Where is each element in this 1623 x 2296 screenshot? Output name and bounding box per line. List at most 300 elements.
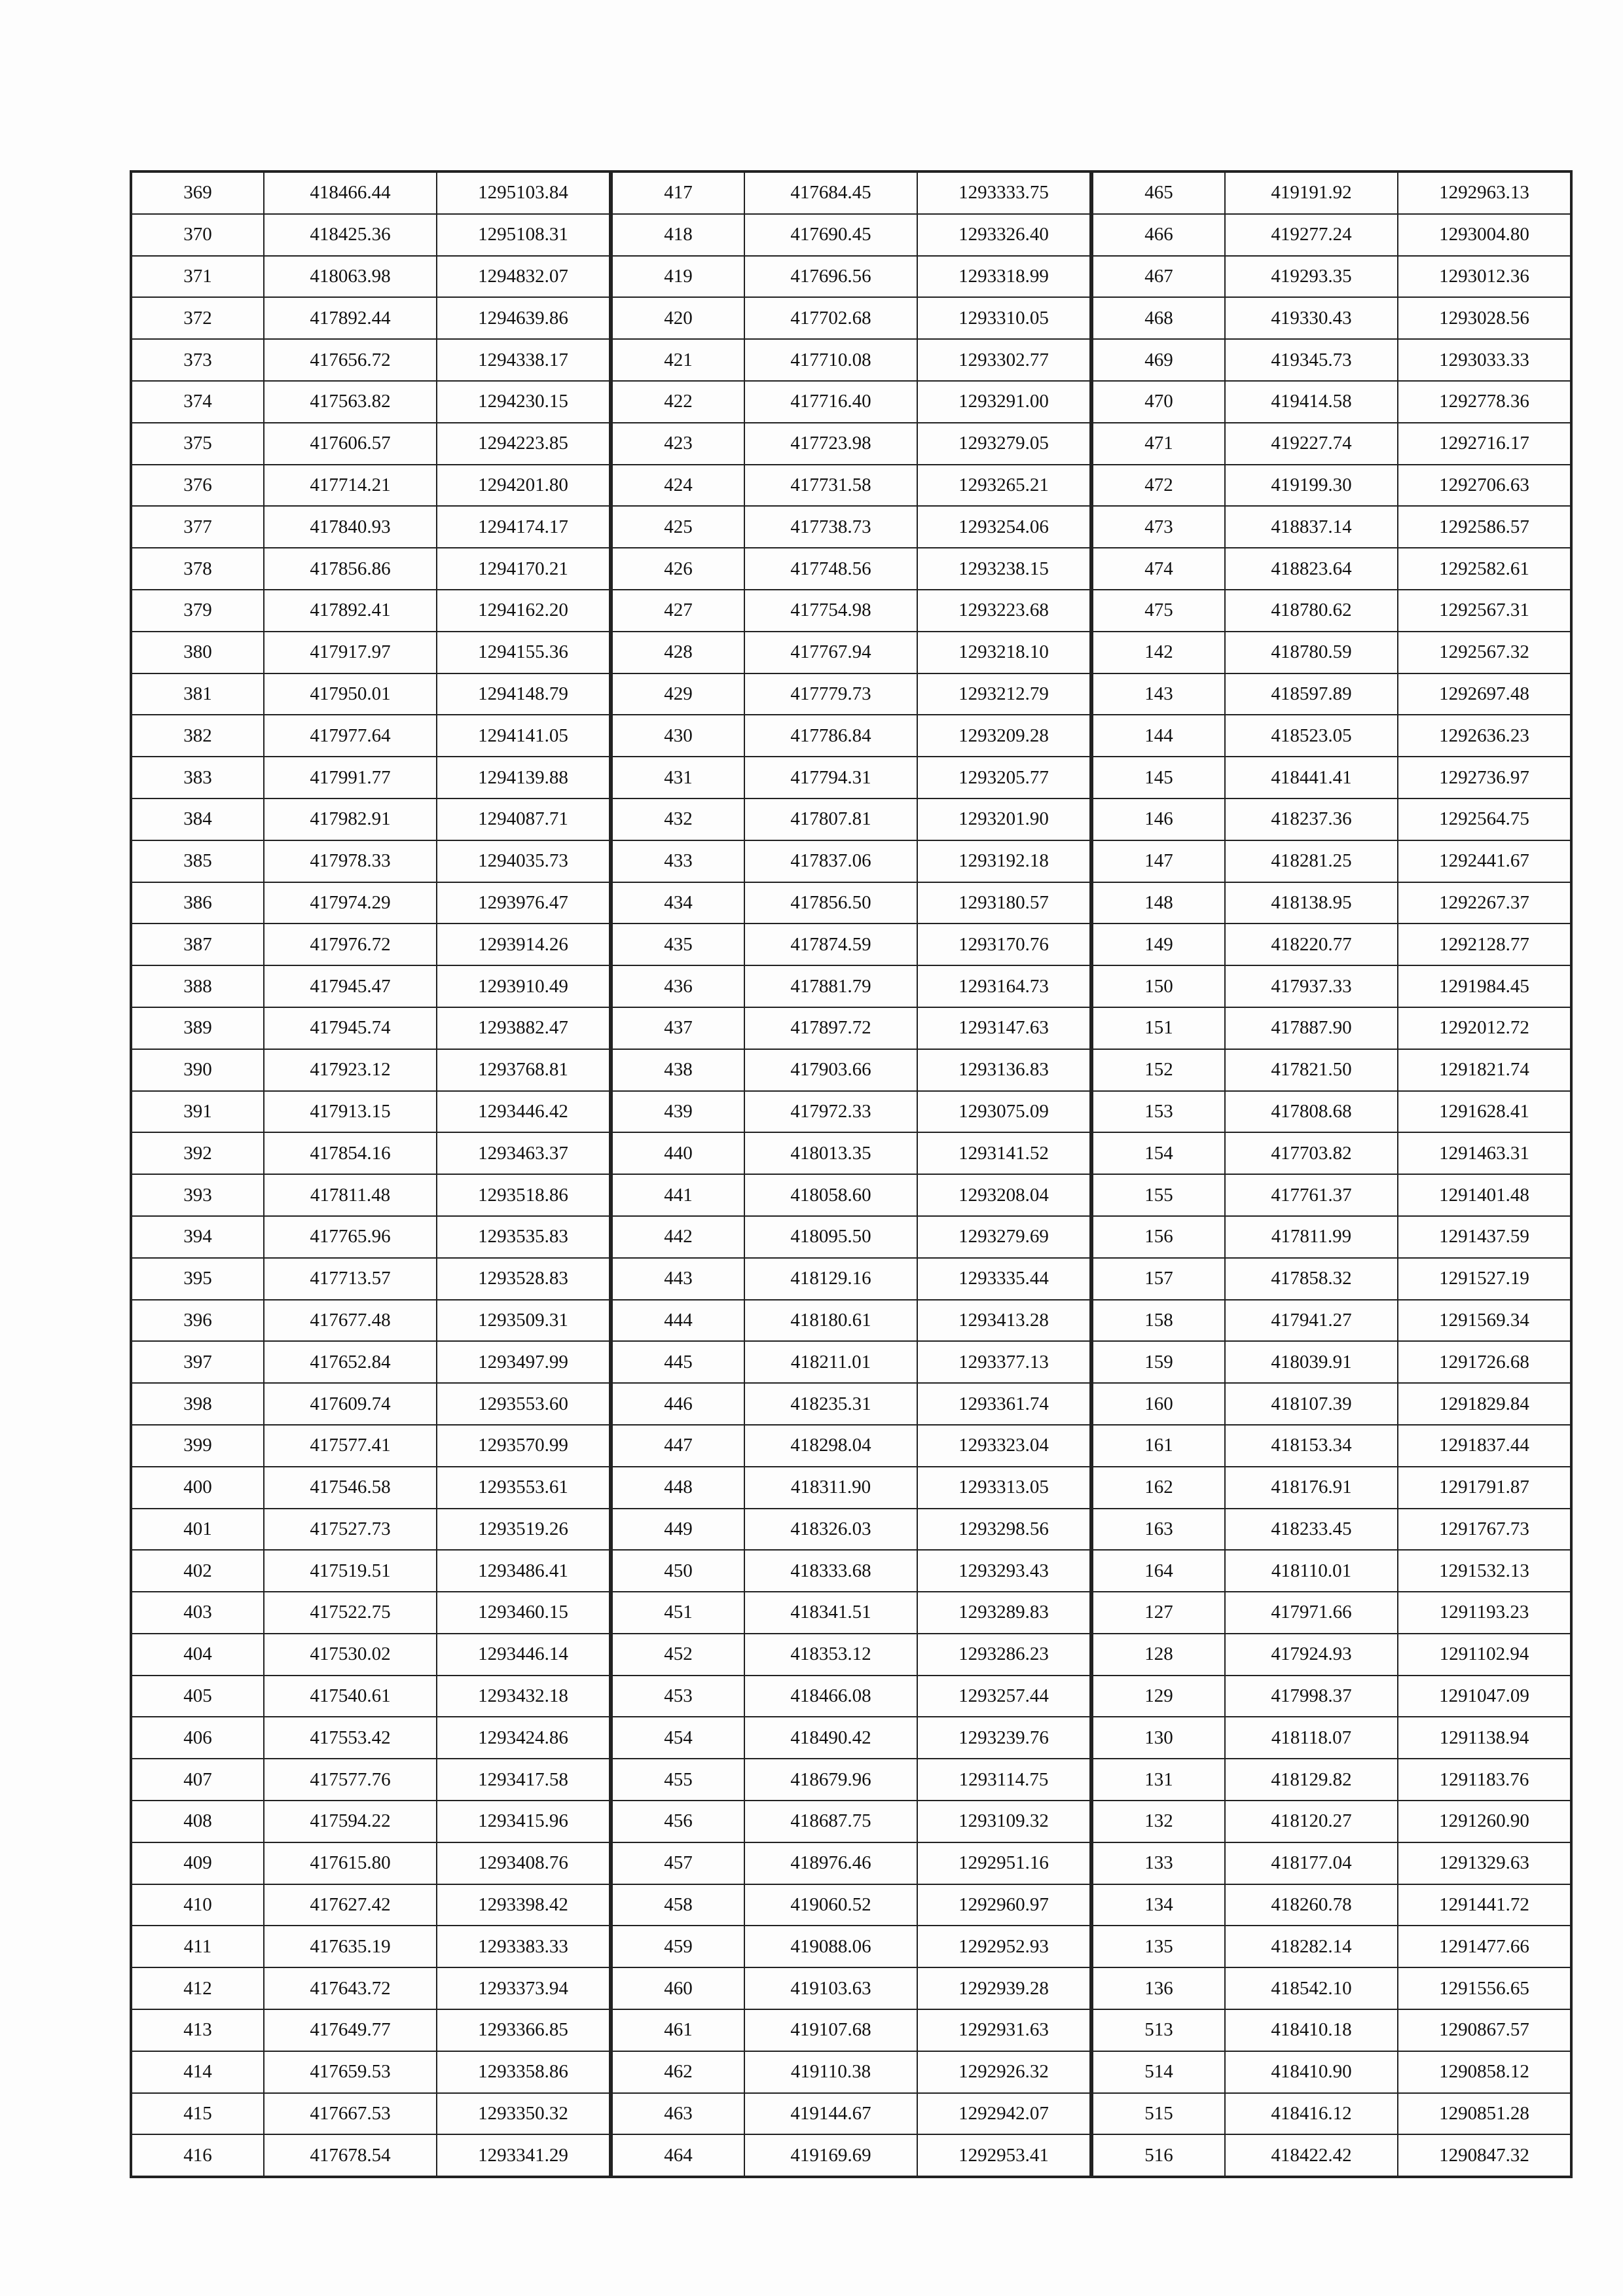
point-number-cell: 399 [132,1425,264,1467]
x-coordinate-cell: 418220.77 [1225,924,1398,965]
y-coordinate-cell: 1293318.99 [917,256,1090,298]
y-coordinate-cell: 1293323.04 [917,1425,1090,1467]
point-number-cell: 148 [1093,882,1225,924]
y-coordinate-cell: 1292960.97 [917,1884,1090,1926]
y-coordinate-cell: 1293201.90 [917,798,1090,840]
x-coordinate-cell: 417703.82 [1225,1132,1398,1174]
y-coordinate-cell: 1293366.85 [437,2009,610,2051]
table-row [612,924,1090,965]
table-row [612,1634,1090,1676]
y-coordinate-cell: 1293460.15 [437,1592,610,1634]
point-number-cell: 406 [132,1717,264,1759]
point-number-cell: 456 [612,1801,744,1842]
point-number-cell: 142 [1093,632,1225,673]
y-coordinate-cell: 1292951.16 [917,1842,1090,1884]
y-coordinate-cell: 1293254.06 [917,506,1090,548]
y-coordinate-cell: 1293373.94 [437,1967,610,2009]
y-coordinate-cell: 1293212.79 [917,673,1090,715]
table-row [132,1509,610,1551]
table-row [132,1967,610,2009]
x-coordinate-cell: 417856.50 [744,882,917,924]
point-number-cell: 382 [132,715,264,757]
point-number-cell: 151 [1093,1007,1225,1049]
x-coordinate-cell: 419060.52 [744,1884,917,1926]
x-coordinate-cell: 417690.45 [744,214,917,256]
y-coordinate-cell: 1292778.36 [1398,381,1571,423]
table-row [1093,339,1571,381]
x-coordinate-cell: 418542.10 [1225,1967,1398,2009]
y-coordinate-cell: 1294338.17 [437,339,610,381]
table-row [1093,1967,1571,2009]
x-coordinate-cell: 418416.12 [1225,2093,1398,2135]
point-number-cell: 164 [1093,1550,1225,1592]
x-coordinate-cell: 418138.95 [1225,882,1398,924]
y-coordinate-cell: 1292953.41 [917,2134,1090,2176]
table-row [1093,882,1571,924]
point-number-cell: 462 [612,2051,744,2093]
x-coordinate-cell: 418410.90 [1225,2051,1398,2093]
table-row [612,1801,1090,1842]
x-coordinate-cell: 418063.98 [264,256,437,298]
point-number-cell: 430 [612,715,744,757]
y-coordinate-cell: 1292567.31 [1398,590,1571,632]
table-row [132,1383,610,1425]
y-coordinate-cell: 1293075.09 [917,1091,1090,1133]
table-row [612,339,1090,381]
table-row [132,1801,610,1842]
x-coordinate-cell: 419144.67 [744,2093,917,2135]
x-coordinate-cell: 418466.08 [744,1676,917,1717]
table-row [132,506,610,548]
x-coordinate-cell: 417765.96 [264,1216,437,1258]
y-coordinate-cell: 1293136.83 [917,1049,1090,1091]
x-coordinate-cell: 418118.07 [1225,1717,1398,1759]
x-coordinate-cell: 417649.77 [264,2009,437,2051]
point-number-cell: 398 [132,1383,264,1425]
point-number-cell: 400 [132,1467,264,1509]
table-row [612,965,1090,1007]
table-row [132,297,610,339]
x-coordinate-cell: 417840.93 [264,506,437,548]
table-row [612,1509,1090,1551]
point-number-cell: 383 [132,757,264,798]
x-coordinate-cell: 417945.74 [264,1007,437,1049]
table-row [612,1467,1090,1509]
y-coordinate-cell: 1291791.87 [1398,1467,1571,1509]
point-number-cell: 163 [1093,1509,1225,1551]
y-coordinate-cell: 1294639.86 [437,297,610,339]
x-coordinate-cell: 417786.84 [744,715,917,757]
point-number-cell: 128 [1093,1634,1225,1676]
x-coordinate-cell: 417903.66 [744,1049,917,1091]
point-number-cell: 409 [132,1842,264,1884]
table-row [132,381,610,423]
table-row [1093,1634,1571,1676]
y-coordinate-cell: 1292636.23 [1398,715,1571,757]
table-row [132,1341,610,1383]
x-coordinate-cell: 417971.66 [1225,1592,1398,1634]
table-row [132,882,610,924]
y-coordinate-cell: 1293509.31 [437,1300,610,1342]
point-number-cell: 429 [612,673,744,715]
point-number-cell: 464 [612,2134,744,2176]
x-coordinate-cell: 417897.72 [744,1007,917,1049]
x-coordinate-cell: 418281.25 [1225,840,1398,882]
x-coordinate-cell: 417731.58 [744,465,917,507]
y-coordinate-cell: 1293528.83 [437,1258,610,1300]
point-number-cell: 465 [1093,172,1225,214]
x-coordinate-cell: 418410.18 [1225,2009,1398,2051]
table-row [1093,1717,1571,1759]
table-row [612,1174,1090,1216]
x-coordinate-cell: 418120.27 [1225,1801,1398,1842]
y-coordinate-cell: 1293114.75 [917,1759,1090,1801]
table-row [1093,1049,1571,1091]
point-number-cell: 396 [132,1300,264,1342]
x-coordinate-cell: 417540.61 [264,1676,437,1717]
point-number-cell: 376 [132,465,264,507]
table-row [132,2051,610,2093]
x-coordinate-cell: 417924.93 [1225,1634,1398,1676]
y-coordinate-cell: 1291329.63 [1398,1842,1571,1884]
table-row [132,214,610,256]
point-number-cell: 448 [612,1467,744,1509]
y-coordinate-cell: 1293109.32 [917,1801,1090,1842]
y-coordinate-cell: 1293265.21 [917,465,1090,507]
y-coordinate-cell: 1293239.76 [917,1717,1090,1759]
y-coordinate-cell: 1291260.90 [1398,1801,1571,1842]
table-row [1093,673,1571,715]
y-coordinate-cell: 1291527.19 [1398,1258,1571,1300]
point-number-cell: 440 [612,1132,744,1174]
y-coordinate-cell: 1293768.81 [437,1049,610,1091]
y-coordinate-cell: 1293497.99 [437,1341,610,1383]
y-coordinate-cell: 1292736.97 [1398,757,1571,798]
table-row [612,1258,1090,1300]
x-coordinate-cell: 417892.41 [264,590,437,632]
table-row [1093,1884,1571,1926]
point-number-cell: 449 [612,1509,744,1551]
point-number-cell: 436 [612,965,744,1007]
x-coordinate-cell: 417677.48 [264,1300,437,1342]
x-coordinate-cell: 418177.04 [1225,1842,1398,1884]
x-coordinate-cell: 417527.73 [264,1509,437,1551]
table-row [612,214,1090,256]
point-number-cell: 428 [612,632,744,673]
table-row [1093,1592,1571,1634]
table-row [612,2093,1090,2135]
y-coordinate-cell: 1293383.33 [437,1926,610,1967]
y-coordinate-cell: 1292716.17 [1398,423,1571,465]
point-number-cell: 404 [132,1634,264,1676]
table-row [132,1132,610,1174]
x-coordinate-cell: 417972.33 [744,1091,917,1133]
table-row [132,1717,610,1759]
table-row [1093,1174,1571,1216]
y-coordinate-cell: 1293518.86 [437,1174,610,1216]
y-coordinate-cell: 1291102.94 [1398,1634,1571,1676]
x-coordinate-cell: 418129.82 [1225,1759,1398,1801]
y-coordinate-cell: 1293302.77 [917,339,1090,381]
point-number-cell: 447 [612,1425,744,1467]
table-row [612,1300,1090,1342]
table-row [612,798,1090,840]
point-number-cell: 414 [132,2051,264,2093]
x-coordinate-cell: 418235.31 [744,1383,917,1425]
x-coordinate-cell: 419191.92 [1225,172,1398,214]
point-number-cell: 427 [612,590,744,632]
y-coordinate-cell: 1293298.56 [917,1509,1090,1551]
point-number-cell: 422 [612,381,744,423]
y-coordinate-cell: 1293535.83 [437,1216,610,1258]
table-row [1093,423,1571,465]
table-row [1093,2009,1571,2051]
table-row [612,1759,1090,1801]
y-coordinate-cell: 1293415.96 [437,1801,610,1842]
point-number-cell: 426 [612,548,744,590]
table-row [1093,1300,1571,1342]
table-row [132,590,610,632]
x-coordinate-cell: 417710.08 [744,339,917,381]
x-coordinate-cell: 417615.80 [264,1842,437,1884]
y-coordinate-cell: 1293882.47 [437,1007,610,1049]
x-coordinate-cell: 419330.43 [1225,297,1398,339]
y-coordinate-cell: 1293570.99 [437,1425,610,1467]
x-coordinate-cell: 417606.57 [264,423,437,465]
table-row [1093,256,1571,298]
y-coordinate-cell: 1291437.59 [1398,1216,1571,1258]
point-number-cell: 130 [1093,1717,1225,1759]
x-coordinate-cell: 417627.42 [264,1884,437,1926]
x-coordinate-cell: 417858.32 [1225,1258,1398,1300]
point-number-cell: 136 [1093,1967,1225,2009]
x-coordinate-cell: 417594.22 [264,1801,437,1842]
y-coordinate-cell: 1291138.94 [1398,1717,1571,1759]
x-coordinate-cell: 418298.04 [744,1425,917,1467]
point-number-cell: 455 [612,1759,744,1801]
table-row [132,632,610,673]
x-coordinate-cell: 417779.73 [744,673,917,715]
table-row [132,1467,610,1509]
table-row [612,1550,1090,1592]
table-row [1093,381,1571,423]
point-number-cell: 381 [132,673,264,715]
point-number-cell: 391 [132,1091,264,1133]
point-number-cell: 419 [612,256,744,298]
table-row [1093,1676,1571,1717]
y-coordinate-cell: 1293208.04 [917,1174,1090,1216]
point-number-cell: 441 [612,1174,744,1216]
table-row [612,256,1090,298]
table-row [612,1383,1090,1425]
x-coordinate-cell: 417609.74 [264,1383,437,1425]
coordinate-table-left [131,171,610,2177]
x-coordinate-cell: 418466.44 [264,172,437,214]
y-coordinate-cell: 1293326.40 [917,214,1090,256]
table-row [1093,1842,1571,1884]
point-number-cell: 134 [1093,1884,1225,1926]
point-number-cell: 384 [132,798,264,840]
table-row [612,506,1090,548]
table-row [612,1049,1090,1091]
y-coordinate-cell: 1293180.57 [917,882,1090,924]
point-number-cell: 144 [1093,715,1225,757]
table-row [1093,2134,1571,2176]
table-row [1093,924,1571,965]
table-row [132,798,610,840]
x-coordinate-cell: 418353.12 [744,1634,917,1676]
table-row [1093,1091,1571,1133]
point-number-cell: 372 [132,297,264,339]
x-coordinate-cell: 419169.69 [744,2134,917,2176]
y-coordinate-cell: 1294170.21 [437,548,610,590]
y-coordinate-cell: 1291628.41 [1398,1091,1571,1133]
point-number-cell: 401 [132,1509,264,1551]
y-coordinate-cell: 1294162.20 [437,590,610,632]
table-row [612,840,1090,882]
y-coordinate-cell: 1294832.07 [437,256,610,298]
table-row [612,590,1090,632]
point-number-cell: 444 [612,1300,744,1342]
table-row [612,673,1090,715]
x-coordinate-cell: 418422.42 [1225,2134,1398,2176]
table-row [132,548,610,590]
y-coordinate-cell: 1293004.80 [1398,214,1571,256]
point-number-cell: 473 [1093,506,1225,548]
x-coordinate-cell: 418110.01 [1225,1550,1398,1592]
table-row [132,2009,610,2051]
y-coordinate-cell: 1293012.36 [1398,256,1571,298]
table-row [612,423,1090,465]
coordinate-table-middle [611,171,1091,2177]
point-number-cell: 395 [132,1258,264,1300]
point-number-cell: 152 [1093,1049,1225,1091]
point-number-cell: 516 [1093,2134,1225,2176]
y-coordinate-cell: 1293408.76 [437,1842,610,1884]
point-number-cell: 150 [1093,965,1225,1007]
point-number-cell: 513 [1093,2009,1225,2051]
table-row [1093,1509,1571,1551]
y-coordinate-cell: 1293398.42 [437,1884,610,1926]
point-number-cell: 143 [1093,673,1225,715]
point-number-cell: 132 [1093,1801,1225,1842]
table-row [1093,590,1571,632]
x-coordinate-cell: 419199.30 [1225,465,1398,507]
point-number-cell: 370 [132,214,264,256]
y-coordinate-cell: 1293463.37 [437,1132,610,1174]
point-number-cell: 394 [132,1216,264,1258]
point-number-cell: 408 [132,1801,264,1842]
point-number-cell: 389 [132,1007,264,1049]
table-row [132,1676,610,1717]
point-number-cell: 159 [1093,1341,1225,1383]
table-row [612,1926,1090,1967]
y-coordinate-cell: 1294087.71 [437,798,610,840]
y-coordinate-cell: 1293910.49 [437,965,610,1007]
y-coordinate-cell: 1292942.07 [917,2093,1090,2135]
point-number-cell: 416 [132,2134,264,2176]
x-coordinate-cell: 417998.37 [1225,1676,1398,1717]
table-row [612,548,1090,590]
y-coordinate-cell: 1292697.48 [1398,673,1571,715]
y-coordinate-cell: 1293164.73 [917,965,1090,1007]
y-coordinate-cell: 1290867.57 [1398,2009,1571,2051]
table-row [132,1091,610,1133]
point-number-cell: 156 [1093,1216,1225,1258]
table-row [132,256,610,298]
x-coordinate-cell: 417684.45 [744,172,917,214]
table-row [132,715,610,757]
x-coordinate-cell: 418129.16 [744,1258,917,1300]
y-coordinate-cell: 1293424.86 [437,1717,610,1759]
x-coordinate-cell: 418441.41 [1225,757,1398,798]
y-coordinate-cell: 1292926.32 [917,2051,1090,2093]
point-number-cell: 468 [1093,297,1225,339]
x-coordinate-cell: 417821.50 [1225,1049,1398,1091]
point-number-cell: 411 [132,1926,264,1967]
x-coordinate-cell: 418780.62 [1225,590,1398,632]
y-coordinate-cell: 1293279.69 [917,1216,1090,1258]
point-number-cell: 369 [132,172,264,214]
y-coordinate-cell: 1293417.58 [437,1759,610,1801]
y-coordinate-cell: 1292267.37 [1398,882,1571,924]
x-coordinate-cell: 418425.36 [264,214,437,256]
point-number-cell: 374 [132,381,264,423]
point-number-cell: 431 [612,757,744,798]
point-number-cell: 471 [1093,423,1225,465]
y-coordinate-cell: 1291441.72 [1398,1884,1571,1926]
x-coordinate-cell: 417546.58 [264,1467,437,1509]
x-coordinate-cell: 417978.33 [264,840,437,882]
y-coordinate-cell: 1293205.77 [917,757,1090,798]
table-row [612,757,1090,798]
x-coordinate-cell: 417923.12 [264,1049,437,1091]
point-number-cell: 412 [132,1967,264,2009]
x-coordinate-cell: 417937.33 [1225,965,1398,1007]
y-coordinate-cell: 1292586.57 [1398,506,1571,548]
point-number-cell: 445 [612,1341,744,1383]
x-coordinate-cell: 417887.90 [1225,1007,1398,1049]
y-coordinate-cell: 1295103.84 [437,172,610,214]
y-coordinate-cell: 1294174.17 [437,506,610,548]
x-coordinate-cell: 417652.84 [264,1341,437,1383]
table-row [1093,1216,1571,1258]
x-coordinate-cell: 417811.99 [1225,1216,1398,1258]
y-coordinate-cell: 1293141.52 [917,1132,1090,1174]
table-row [132,1926,610,1967]
x-coordinate-cell: 417530.02 [264,1634,437,1676]
y-coordinate-cell: 1290858.12 [1398,2051,1571,2093]
x-coordinate-cell: 417656.72 [264,339,437,381]
y-coordinate-cell: 1293192.18 [917,840,1090,882]
point-number-cell: 147 [1093,840,1225,882]
x-coordinate-cell: 417974.29 [264,882,437,924]
point-number-cell: 153 [1093,1091,1225,1133]
x-coordinate-cell: 417977.64 [264,715,437,757]
table-row [1093,965,1571,1007]
table-row [132,840,610,882]
x-coordinate-cell: 417522.75 [264,1592,437,1634]
table-row [1093,2093,1571,2135]
point-number-cell: 387 [132,924,264,965]
x-coordinate-cell: 418282.14 [1225,1926,1398,1967]
y-coordinate-cell: 1292564.75 [1398,798,1571,840]
x-coordinate-cell: 417738.73 [744,506,917,548]
y-coordinate-cell: 1293223.68 [917,590,1090,632]
x-coordinate-cell: 417991.77 [264,757,437,798]
y-coordinate-cell: 1295108.31 [437,214,610,256]
y-coordinate-cell: 1293377.13 [917,1341,1090,1383]
